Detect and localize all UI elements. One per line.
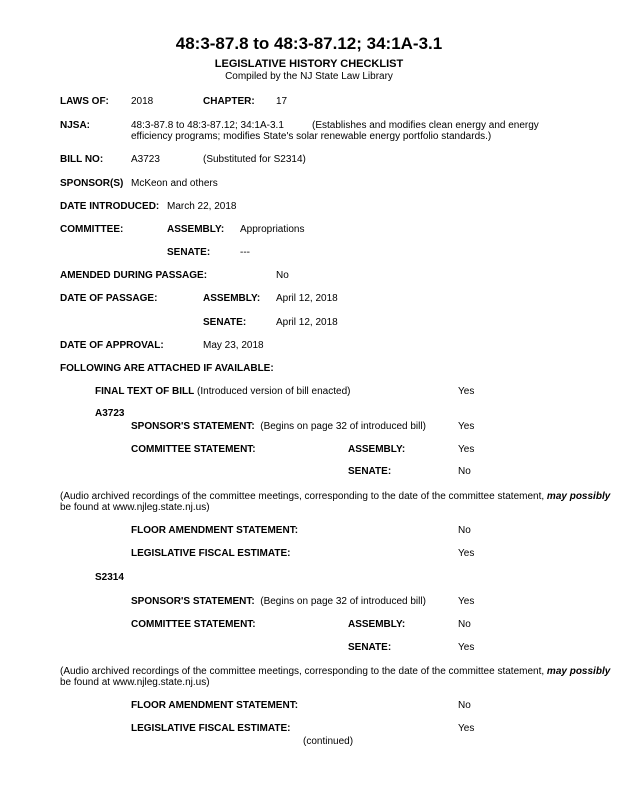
s2314-sponsor-label: SPONSOR'S STATEMENT:	[131, 596, 255, 607]
njsa-description: (Establishes and modifies clean energy and energy	[312, 120, 539, 131]
amended-label: AMENDED DURING PASSAGE:	[60, 270, 208, 281]
passage-label: DATE OF PASSAGE:	[60, 293, 158, 304]
a3723-sponsor-label: SPONSOR'S STATEMENT:	[131, 421, 255, 432]
sponsors-label: SPONSOR(S)	[60, 178, 124, 189]
s2314-floor-value: No	[458, 700, 471, 711]
njsa-label: NJSA:	[60, 120, 91, 131]
a3723-committee-assembly-label: ASSEMBLY:	[348, 444, 406, 455]
s2314-committee-senate-value: Yes	[458, 642, 475, 653]
s2314-fiscal-value: Yes	[458, 723, 475, 734]
njsa-description-cont: efficiency programs; modifies State's solar renewable energy portfolio standards.)	[131, 131, 492, 142]
attached-heading: FOLLOWING ARE ATTACHED IF AVAILABLE:	[60, 363, 274, 374]
s2314-committee-senate-label: SENATE:	[348, 642, 392, 653]
a3723-audio-text: (Audio archived recordings of the committee meetings, corresponding to the date of the committee statement,	[60, 491, 547, 502]
committee-senate-value: ---	[240, 247, 250, 258]
committee-label: COMMITTEE:	[60, 224, 124, 235]
date-introduced-value: March 22, 2018	[167, 201, 237, 212]
s2314-floor-label: FLOOR AMENDMENT STATEMENT:	[131, 700, 299, 711]
s2314-audio-text: (Audio archived recordings of the committee meetings, corresponding to the date of the committee statement,	[60, 666, 547, 677]
a3723-heading: A3723	[95, 408, 125, 419]
a3723-floor-label: FLOOR AMENDMENT STATEMENT:	[131, 525, 299, 536]
passage-senate-label: SENATE:	[203, 317, 247, 328]
bill-substituted-note: (Substituted for S2314)	[203, 154, 306, 165]
s2314-audio-url: be found at www.njleg.state.nj.us)	[60, 677, 210, 688]
s2314-sponsor-statement	[131, 596, 426, 608]
a3723-sponsor-value: Yes	[458, 421, 475, 432]
committee-assembly-value: Appropriations	[240, 224, 305, 235]
a3723-audio-url: be found at www.njleg.state.nj.us)	[60, 502, 210, 513]
passage-assembly-value: April 12, 2018	[276, 293, 338, 304]
committee-senate-label: SENATE:	[167, 247, 211, 258]
final-text-label	[95, 386, 350, 398]
page-subtitle: LEGISLATIVE HISTORY CHECKLIST	[214, 58, 404, 70]
s2314-audio-emphasis: may possibly	[546, 666, 611, 677]
bill-no-value: A3723	[131, 154, 160, 165]
final-text-value: Yes	[458, 386, 475, 397]
date-introduced-label: DATE INTRODUCED:	[60, 201, 160, 212]
amended-value: No	[276, 270, 289, 281]
s2314-committee-assembly-label: ASSEMBLY:	[348, 619, 406, 630]
bill-no-label: BILL NO:	[60, 154, 104, 165]
s2314-sponsor-note: (Begins on page 32 of introduced bill)	[260, 596, 426, 607]
passage-senate-value: April 12, 2018	[276, 317, 338, 328]
continued-note: (continued)	[303, 736, 354, 747]
page-title: 48:3-87.8 to 48:3-87.12; 34:1A-3.1	[175, 34, 443, 53]
a3723-committee-assembly-value: Yes	[458, 444, 475, 455]
a3723-committee-senate-value: No	[458, 466, 471, 477]
passage-assembly-label: ASSEMBLY:	[203, 293, 261, 304]
chapter-label: CHAPTER:	[203, 96, 255, 107]
approval-value: May 23, 2018	[203, 340, 264, 351]
chapter-value: 17	[276, 96, 288, 107]
final-text-note: (Introduced version of bill enacted)	[194, 386, 351, 397]
approval-label: DATE OF APPROVAL:	[60, 340, 164, 351]
committee-assembly-label: ASSEMBLY:	[167, 224, 225, 235]
a3723-fiscal-value: Yes	[458, 548, 475, 559]
laws-of-label: LAWS OF:	[60, 96, 109, 107]
a3723-audio-emphasis: may possibly	[546, 491, 611, 502]
laws-of-value: 2018	[131, 96, 154, 107]
a3723-committee-label: COMMITTEE STATEMENT:	[131, 444, 256, 455]
a3723-committee-senate-label: SENATE:	[348, 466, 392, 477]
final-text-bold: FINAL TEXT OF BILL	[95, 386, 195, 397]
a3723-sponsor-note: (Begins on page 32 of introduced bill)	[260, 421, 426, 432]
a3723-floor-value: No	[458, 525, 471, 536]
s2314-fiscal-label: LEGISLATIVE FISCAL ESTIMATE:	[131, 723, 291, 734]
s2314-committee-assembly-value: No	[458, 619, 471, 630]
s2314-heading: S2314	[95, 572, 124, 583]
a3723-sponsor-statement	[131, 421, 426, 433]
s2314-sponsor-value: Yes	[458, 596, 475, 607]
compiled-by: Compiled by the NJ State Law Library	[225, 71, 393, 82]
s2314-committee-label: COMMITTEE STATEMENT:	[131, 619, 256, 630]
sponsors-value: McKeon and others	[131, 178, 218, 189]
a3723-fiscal-label: LEGISLATIVE FISCAL ESTIMATE:	[131, 548, 291, 559]
njsa-value: 48:3-87.8 to 48:3-87.12; 34:1A-3.1	[131, 120, 284, 131]
